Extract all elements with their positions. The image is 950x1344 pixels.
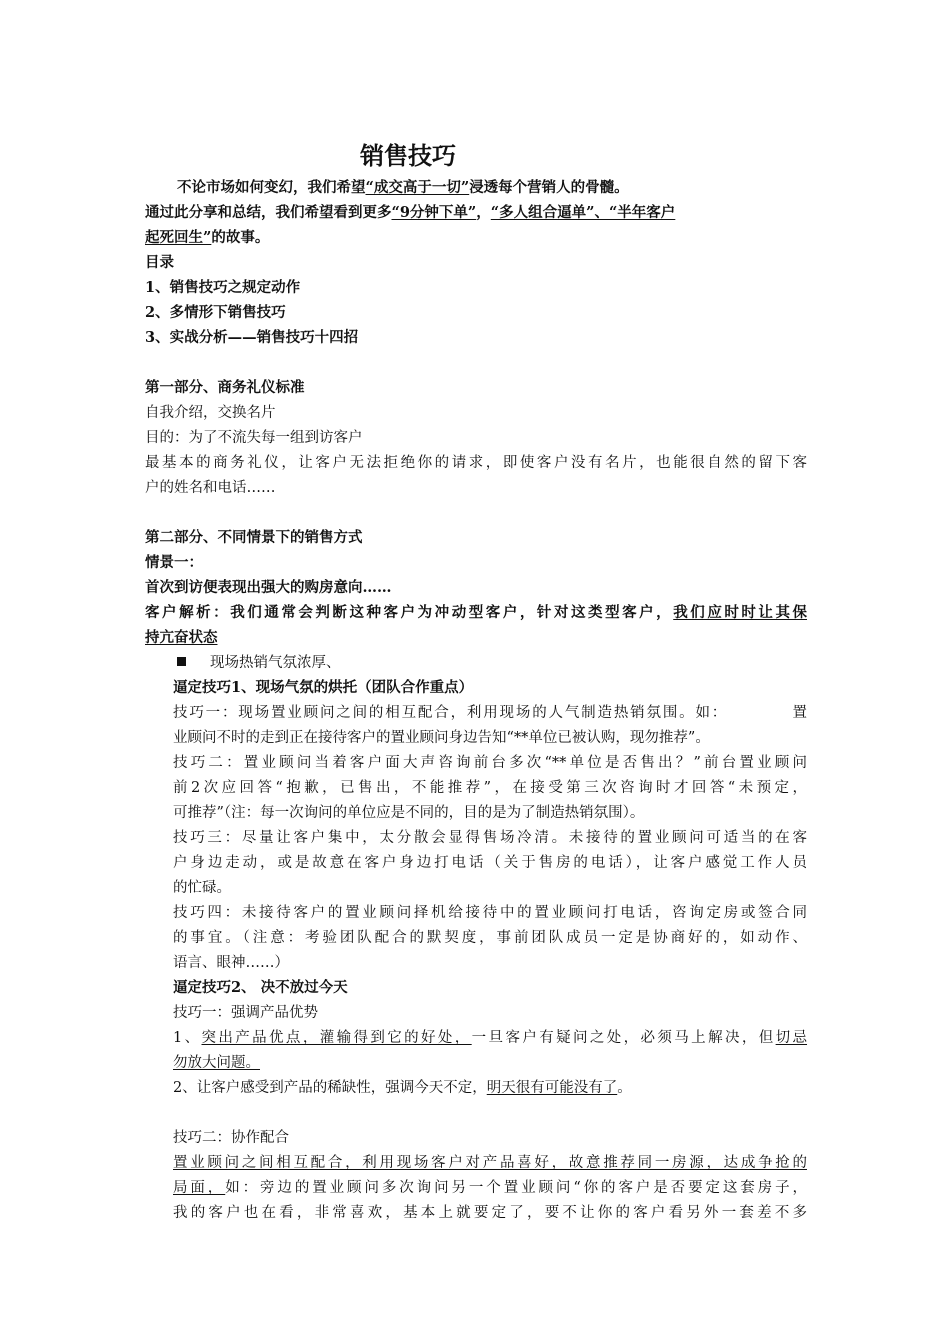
highlight-phrase: “成交高于一切” [365,179,470,196]
customer-analysis-cont [145,628,218,648]
skill-line: 语言、眼神……） [173,955,289,971]
highlight-phrase: 突出产品优点，灌输得到它的好处， [201,1030,472,1046]
document-title: 销售技巧 [360,141,456,170]
skill-line: 前2次应回答“抱歉，已售出，不能推荐”，在接受第三次咨询时才回答“未预定， [173,780,807,796]
highlight-phrase: 我们应时时让其保 [673,604,808,621]
paragraph-line: 目的：为了不流失每一组到访客户 [145,430,363,446]
toc-item: 2、多情形下销售技巧 [145,304,286,321]
scene-label: 情景一： [145,554,203,571]
skill-line: 技巧四：未接待客户的置业顾问择机给接待中的置业顾问打电话，咨询定房或签合同 [173,905,807,921]
skill-line: 户身边走动，或是故意在客户身边打电话（关于售房的电话），让客户感觉工作人员 [173,855,807,871]
scene-description: 首次到访便表现出强大的购房意向…… [145,579,392,596]
square-bullet-icon [177,657,186,666]
paragraph-line: 自我介绍，交换名片 [145,405,276,421]
highlight-phrase: 明天很有可能没有了 [486,1080,618,1096]
skill-line: 2、让客户感受到产品的稀缺性，强调今天不定，明天很有可能没有了。 [173,1080,632,1096]
paragraph-line: 户的姓名和电话…… [145,480,276,496]
skill-line: 技巧三：尽量让客户集中，太分散会显得售场冷清。未接待的置业顾问可适当的在客 [173,830,807,846]
skill-line: 局面，如：旁边的置业顾问多次询问另一个置业顾问“你的客户是否要定这套房子， [173,1180,807,1196]
skill-line: 的忙碌。 [173,880,231,896]
skill-line: 技巧一：现场置业顾问之间的相互配合，利用现场的人气制造热销氛围。如： 置 [173,705,807,721]
highlight-phrase: 勿放大问题。 [173,1055,260,1071]
skill-heading: 逼定技巧2、 决不放过今天 [173,979,348,996]
highlight-phrase: 切忌 [775,1030,808,1046]
skill-line [173,1153,807,1173]
customer-analysis: 客户解析：我们通常会判断这种客户为冲动型客户，针对这类型客户，我们应时时让其保 [145,604,808,621]
highlight-phrase: 起死回生” [145,229,212,246]
skill-subheading: 技巧一：强调产品优势 [173,1005,318,1021]
intro-line-1: 不论市场如何变幻，我们希望“成交高于一切”浸透每个营销人的骨髓。 [177,179,629,196]
skill-heading: 逼定技巧1、现场气氛的烘托（团队合作重点） [173,679,474,696]
intro-line-2: 通过此分享和总结，我们希望看到更多“9分钟下单”，“多人组合逼单”、“半年客户 [145,204,676,221]
skill-line: 的事宜。（注意：考验团队配合的默契度，事前团队成员一定是协商好的，如动作、 [173,930,807,946]
skill-line: 1、突出产品优点，灌输得到它的好处，一旦客户有疑问之处，必须马上解决，但切忌 [173,1030,808,1046]
skill-line: 技巧二：置业顾问当着客户面大声咨询前台多次“**单位是否售出？”前台置业顾问 [173,755,807,771]
toc-item: 1、销售技巧之规定动作 [145,279,301,296]
skill-line: 业顾问不时的走到正在接待客户的置业顾问身边告知“**单位已被认购，现勿推荐”。 [173,730,710,746]
section-heading: 第一部分、商务礼仪标准 [145,379,305,396]
paragraph-line: 最基本的商务礼仪，让客户无法拒绝你的请求，即使客户没有名片，也能很自然的留下客 [145,455,807,471]
skill-line: 我的客户也在看，非常喜欢，基本上就要定了，要不让你的客户看另外一套差不多 [173,1205,807,1221]
intro-line-3: 起死回生”的故事。 [145,229,270,246]
highlight-phrase: 持亢奋状态 [145,629,218,646]
toc-heading: 目录 [145,254,174,271]
bullet-item: 现场热销气氛浓厚、 [177,653,341,673]
highlight-phrase: 局面， [173,1180,226,1196]
toc-item: 3、实战分析——销售技巧十四招 [145,329,359,346]
highlight-phrase: 置业顾问之间相互配合，利用现场客户对产品喜好，故意推荐同一房源，达成争抢的 [173,1155,807,1171]
skill-line: 可推荐”（注：每一次询问的单位应是不同的，目的是为了制造热销氛围）。 [173,805,645,821]
section-heading: 第二部分、不同情景下的销售方式 [145,529,363,546]
highlight-phrase: “多人组合逼单”、“半年客户 [490,204,676,221]
skill-subheading: 技巧二：协作配合 [173,1130,289,1146]
highlight-phrase: “9分钟下单” [391,204,477,221]
skill-line [173,1053,260,1073]
